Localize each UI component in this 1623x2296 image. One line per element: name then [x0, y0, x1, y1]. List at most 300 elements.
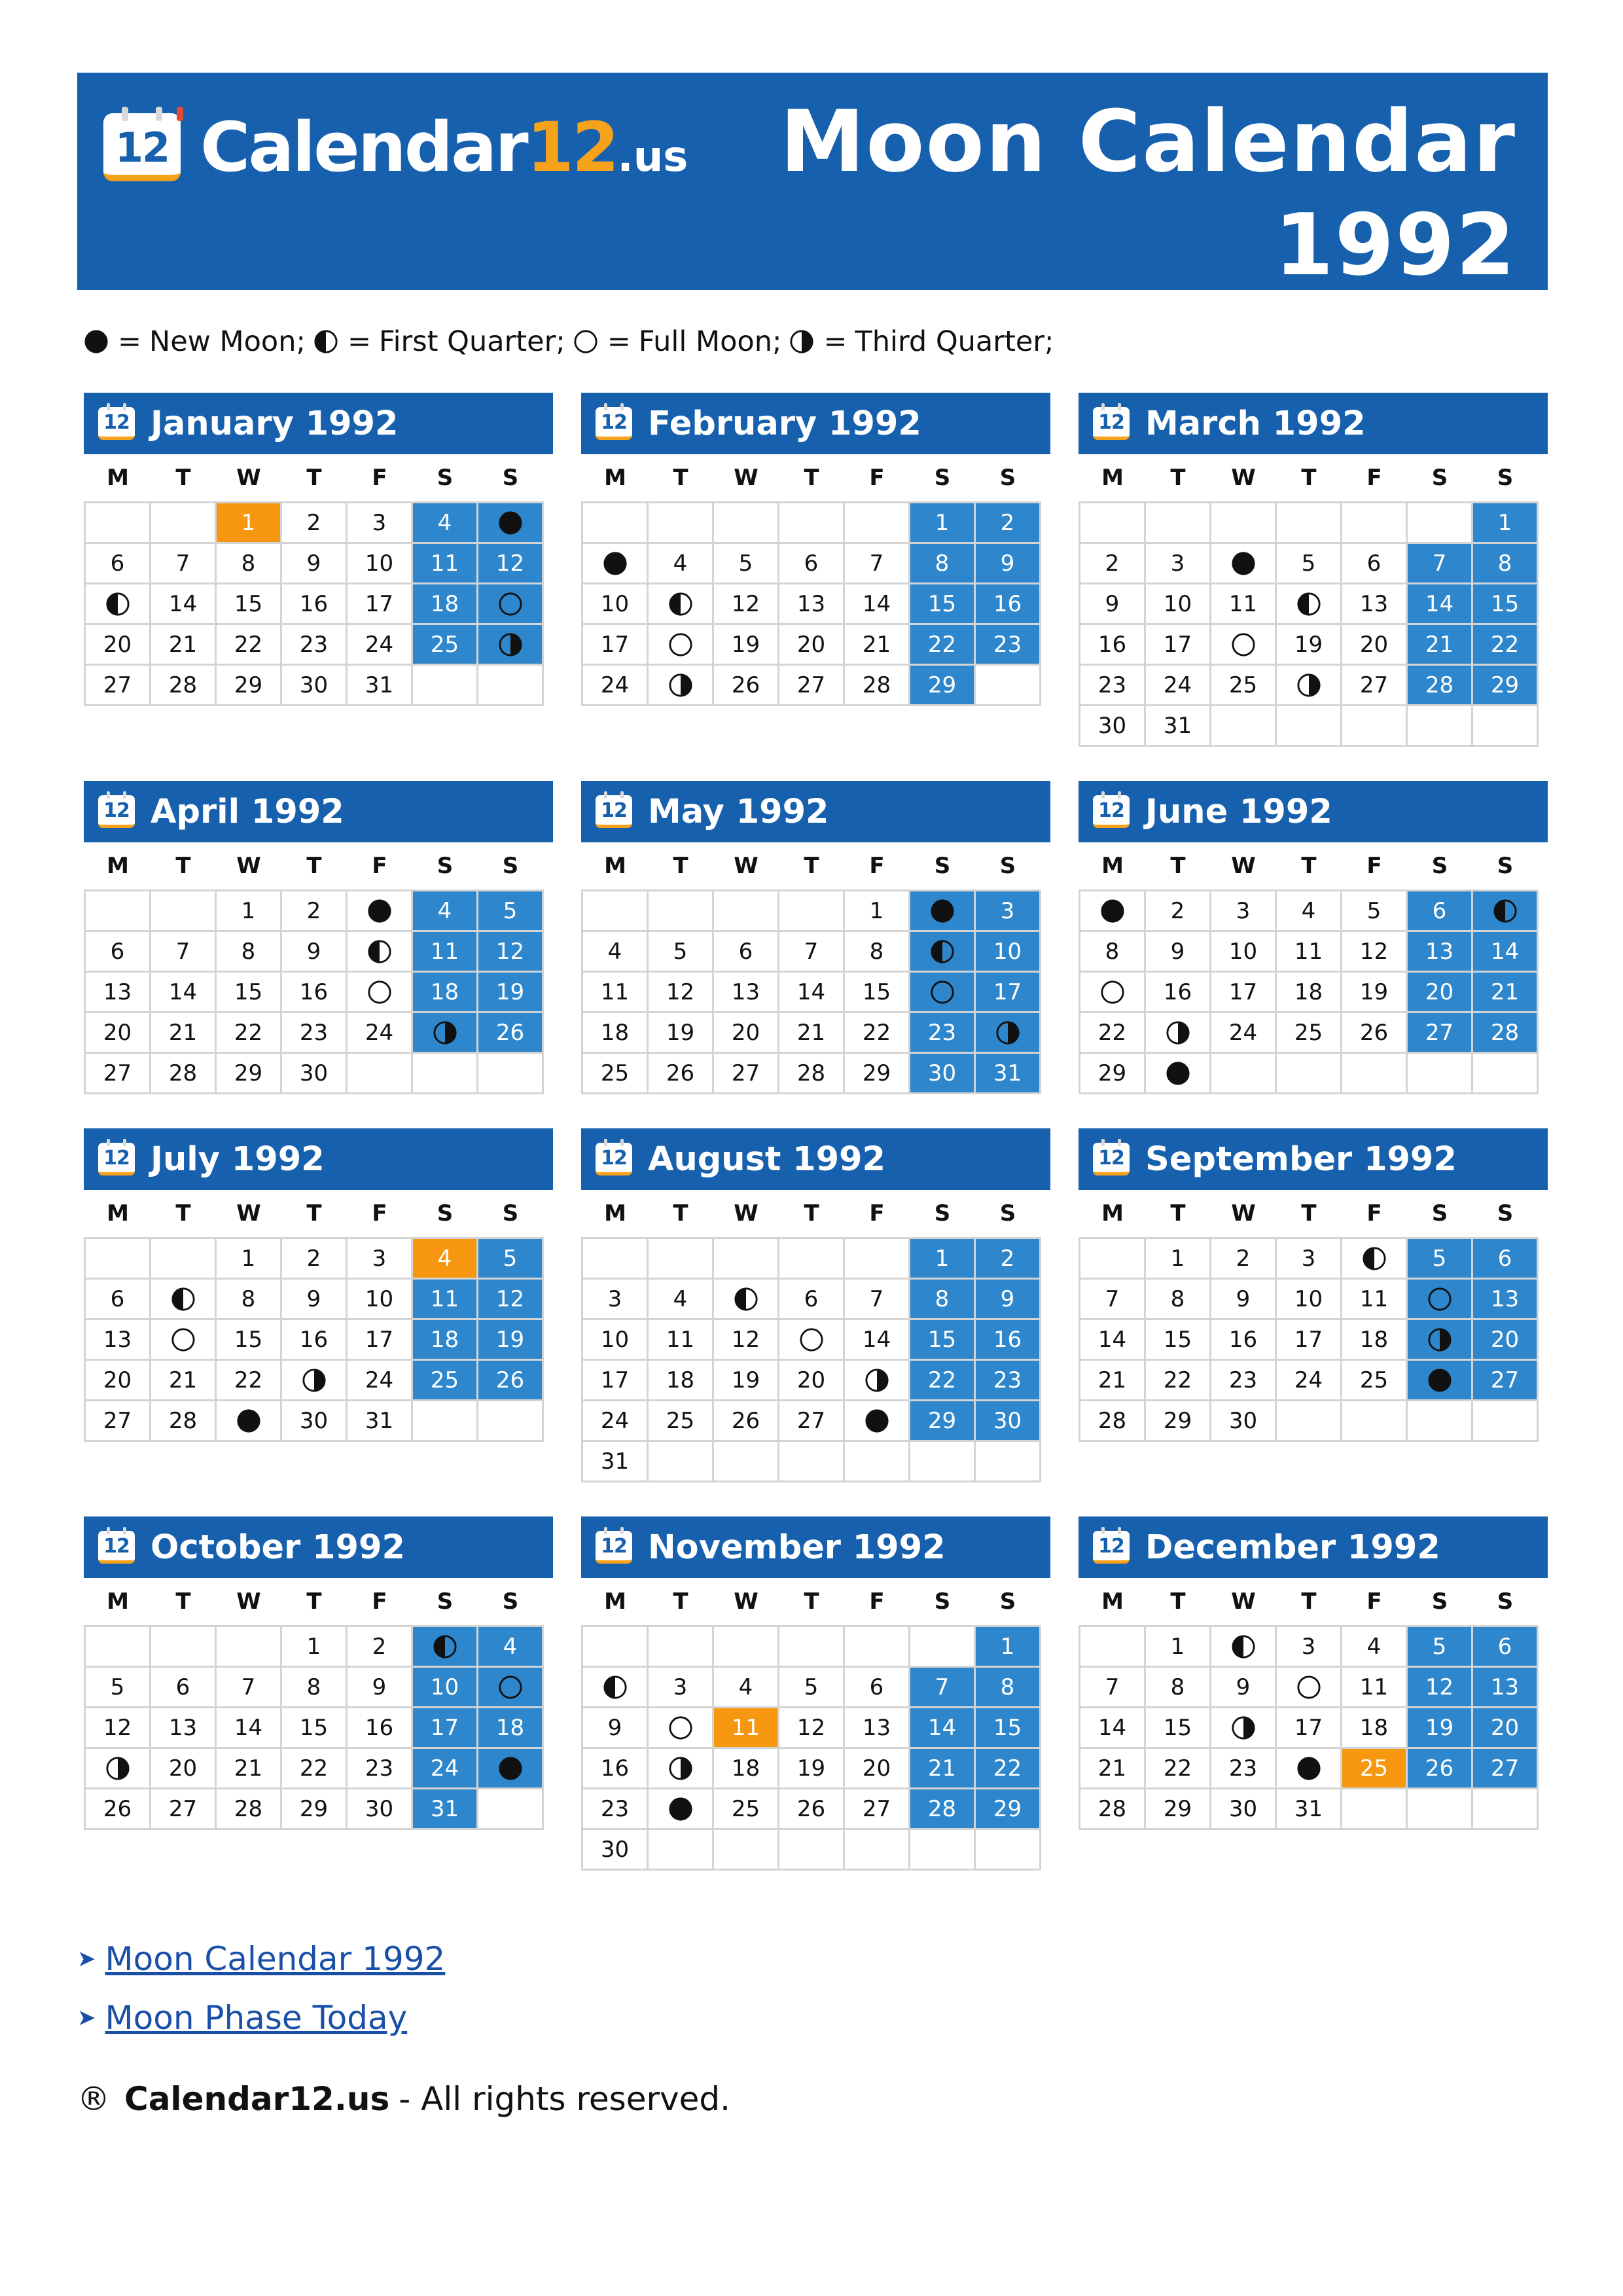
weekday-header	[582, 842, 1041, 889]
weekend-day: 24	[413, 1749, 478, 1789]
empty-day-cell	[714, 891, 779, 932]
moon-phase-day	[649, 1789, 714, 1830]
days-grid	[1079, 1625, 1539, 1830]
weekend-day: 29	[910, 1401, 976, 1442]
weekday-label: F	[869, 465, 885, 491]
day-cell: 5	[1277, 544, 1342, 584]
weekday-label: S	[1497, 1588, 1514, 1615]
empty-day-cell	[478, 1401, 544, 1442]
day-cell: 8	[282, 1668, 348, 1708]
weekend-day: 30	[976, 1401, 1041, 1442]
moon-phase-day	[1342, 1239, 1408, 1280]
month-calendar	[84, 393, 553, 706]
new-moon-icon	[367, 899, 392, 924]
day-cell: 27	[1342, 666, 1408, 706]
day-cell: 20	[86, 625, 151, 666]
weekday-label: S	[934, 853, 951, 879]
weekend-day: 14	[1408, 584, 1473, 625]
weekday-label: S	[934, 1200, 951, 1227]
weekday-label: F	[1366, 465, 1382, 491]
footer-text: - All rights reserved.	[399, 2080, 731, 2118]
day-cell: 6	[779, 544, 845, 584]
day-cell: 14	[845, 1320, 910, 1361]
third-quarter-icon	[498, 632, 523, 657]
calendar-icon-number: 12	[1098, 799, 1124, 822]
day-cell: 12	[714, 1320, 779, 1361]
empty-day-cell	[714, 503, 779, 544]
day-cell: 9	[1211, 1668, 1277, 1708]
moon-phase-day	[1277, 1749, 1342, 1789]
weekday-label: S	[999, 853, 1016, 879]
moon-phase-day	[714, 1280, 779, 1320]
legend-equals: =	[118, 325, 142, 358]
day-cell: 11	[583, 973, 649, 1013]
third-quarter-icon	[789, 329, 814, 354]
new-moon-icon	[668, 1797, 693, 1821]
full-moon-icon	[573, 329, 598, 354]
day-cell: 28	[1080, 1401, 1146, 1442]
days-grid	[581, 501, 1041, 706]
day-cell: 16	[1080, 625, 1146, 666]
empty-day-cell	[1473, 1401, 1539, 1442]
calendar-icon	[98, 407, 135, 440]
moon-phase-day	[413, 1627, 478, 1668]
first-quarter-icon	[734, 1287, 758, 1312]
full-moon-icon	[668, 632, 693, 657]
day-cell: 9	[1080, 584, 1146, 625]
weekday-label: T	[1170, 1588, 1186, 1615]
empty-day-cell	[714, 1239, 779, 1280]
weekday-label: W	[236, 853, 261, 879]
weekday-label: S	[1497, 465, 1514, 491]
day-cell: 23	[282, 625, 348, 666]
calendar-icon-number: 12	[601, 1535, 627, 1558]
weekend-day: 5	[1408, 1627, 1473, 1668]
empty-day-cell	[1277, 503, 1342, 544]
first-quarter-icon	[1231, 1634, 1256, 1659]
day-cell: 17	[348, 584, 413, 625]
moon-phase-legend	[84, 322, 1061, 361]
day-cell: 27	[86, 666, 151, 706]
moon-phase-day	[348, 973, 413, 1013]
day-cell: 17	[1211, 973, 1277, 1013]
day-cell: 10	[1277, 1280, 1342, 1320]
third-quarter-icon	[995, 1020, 1020, 1045]
third-quarter-icon	[433, 1020, 457, 1045]
empty-day-cell	[1342, 1789, 1408, 1830]
empty-day-cell	[1408, 503, 1473, 544]
moon-phase-day	[478, 625, 544, 666]
day-cell: 21	[151, 1361, 217, 1401]
moon-phase-day	[649, 666, 714, 706]
full-moon-icon	[668, 1715, 693, 1740]
empty-day-cell	[779, 1442, 845, 1482]
day-cell: 24	[1146, 666, 1211, 706]
empty-day-cell	[1146, 503, 1211, 544]
calendar-icon-number: 12	[103, 1535, 130, 1558]
day-cell: 15	[845, 973, 910, 1013]
weekday-header	[1080, 842, 1538, 889]
empty-day-cell	[779, 891, 845, 932]
month-calendar	[84, 1516, 553, 1830]
weekday-label: W	[236, 1200, 261, 1227]
day-cell: 24	[348, 1013, 413, 1054]
header-banner	[77, 73, 1548, 295]
weekend-day: 22	[910, 1361, 976, 1401]
weekday-label: F	[372, 853, 387, 879]
weekend-day: 19	[478, 973, 544, 1013]
weekday-label: S	[437, 465, 454, 491]
weekday-label: T	[1301, 853, 1317, 879]
calendar-icon	[1093, 1531, 1130, 1564]
empty-day-cell	[1080, 1239, 1146, 1280]
full-moon-icon	[498, 592, 523, 617]
day-cell: 31	[583, 1442, 649, 1482]
empty-day-cell	[1342, 503, 1408, 544]
day-cell: 5	[86, 1668, 151, 1708]
moon-phase-day	[217, 1401, 282, 1442]
day-cell: 5	[649, 932, 714, 973]
moon-phase-day	[649, 584, 714, 625]
weekend-day: 16	[976, 1320, 1041, 1361]
day-cell: 13	[1342, 584, 1408, 625]
month-calendar	[581, 1516, 1050, 1871]
calendar-icon-number: 12	[1098, 411, 1124, 434]
moon-phase-day	[1080, 891, 1146, 932]
empty-day-cell	[151, 891, 217, 932]
day-cell: 15	[217, 1320, 282, 1361]
moon-phase-day	[1146, 1054, 1211, 1094]
day-cell: 27	[845, 1789, 910, 1830]
weekday-label: W	[1231, 1200, 1256, 1227]
day-cell: 11	[1211, 584, 1277, 625]
weekend-day: 11	[413, 932, 478, 973]
moon-phase-day	[1277, 584, 1342, 625]
weekend-day: 5	[1408, 1239, 1473, 1280]
weekday-header	[582, 1578, 1041, 1625]
day-cell: 19	[714, 625, 779, 666]
weekend-day: 27	[1473, 1749, 1539, 1789]
days-grid	[581, 1237, 1041, 1482]
weekend-day: 17	[976, 973, 1041, 1013]
days-grid	[84, 501, 544, 706]
day-cell: 26	[779, 1789, 845, 1830]
day-cell: 26	[714, 1401, 779, 1442]
weekday-label: M	[107, 1200, 129, 1227]
empty-day-cell	[1277, 1401, 1342, 1442]
day-cell: 8	[217, 544, 282, 584]
weekend-day: 8	[910, 544, 976, 584]
moon-phase-day	[1277, 1668, 1342, 1708]
legend-item	[313, 325, 565, 358]
first-quarter-icon	[1362, 1246, 1387, 1271]
empty-day-cell	[779, 1830, 845, 1871]
day-cell: 1	[1146, 1627, 1211, 1668]
empty-day-cell	[478, 1789, 544, 1830]
day-cell: 20	[779, 1361, 845, 1401]
day-cell: 3	[348, 1239, 413, 1280]
weekend-day: 6	[1408, 891, 1473, 932]
day-cell: 25	[649, 1401, 714, 1442]
day-cell: 27	[779, 1401, 845, 1442]
holiday-day: 11	[714, 1708, 779, 1749]
weekend-day: 27	[1473, 1361, 1539, 1401]
weekday-label: T	[673, 1588, 688, 1615]
day-cell: 23	[1211, 1749, 1277, 1789]
day-cell: 30	[1211, 1789, 1277, 1830]
weekday-label: M	[604, 853, 626, 879]
weekend-day: 15	[976, 1708, 1041, 1749]
days-grid	[581, 1625, 1041, 1871]
weekday-label: S	[999, 1588, 1016, 1615]
empty-day-cell	[1080, 503, 1146, 544]
moon-phase-day	[649, 1749, 714, 1789]
day-cell: 21	[1080, 1749, 1146, 1789]
legend-item	[789, 325, 1054, 358]
day-cell: 6	[779, 1280, 845, 1320]
day-cell: 8	[1146, 1668, 1211, 1708]
weekday-label: S	[934, 1588, 951, 1615]
day-cell: 7	[845, 1280, 910, 1320]
weekend-day: 18	[413, 973, 478, 1013]
moon-phase-day	[1211, 1708, 1277, 1749]
weekend-day: 16	[976, 584, 1041, 625]
weekday-label: S	[1431, 853, 1448, 879]
weekend-day: 7	[1408, 544, 1473, 584]
day-cell: 18	[1342, 1320, 1408, 1361]
legend-label: First Quarter;	[378, 325, 565, 358]
day-cell: 3	[583, 1280, 649, 1320]
day-cell: 28	[1080, 1789, 1146, 1830]
day-cell: 21	[217, 1749, 282, 1789]
month-title: March 1992	[1145, 404, 1366, 443]
weekend-day: 21	[1408, 625, 1473, 666]
day-cell: 6	[845, 1668, 910, 1708]
first-quarter-icon	[930, 939, 955, 964]
day-cell: 19	[649, 1013, 714, 1054]
weekend-day: 8	[1473, 544, 1539, 584]
empty-day-cell	[1473, 706, 1539, 747]
day-cell: 10	[348, 1280, 413, 1320]
day-cell: 30	[1080, 706, 1146, 747]
day-cell: 22	[1080, 1013, 1146, 1054]
day-cell: 1	[1146, 1239, 1211, 1280]
moon-phase-day	[86, 1749, 151, 1789]
weekday-label: S	[1497, 1200, 1514, 1227]
day-cell: 21	[151, 625, 217, 666]
day-cell: 20	[779, 625, 845, 666]
weekend-day: 12	[478, 932, 544, 973]
weekday-label: T	[1301, 1200, 1317, 1227]
day-cell: 10	[1211, 932, 1277, 973]
day-cell: 12	[86, 1708, 151, 1749]
day-cell: 22	[217, 625, 282, 666]
weekend-day: 4	[413, 891, 478, 932]
day-cell: 4	[714, 1668, 779, 1708]
weekday-label: T	[306, 1200, 322, 1227]
days-grid	[84, 1237, 544, 1442]
weekday-header	[1080, 1578, 1538, 1625]
day-cell: 25	[714, 1789, 779, 1830]
day-cell: 22	[282, 1749, 348, 1789]
weekend-day: 28	[1473, 1013, 1539, 1054]
empty-day-cell	[151, 503, 217, 544]
site-logo[interactable]	[103, 107, 688, 187]
footer-brand: Calendar12.us	[124, 2080, 390, 2118]
day-cell: 23	[1080, 666, 1146, 706]
weekday-label: W	[1231, 465, 1256, 491]
third-quarter-icon	[105, 1756, 130, 1781]
weekend-day: 12	[478, 544, 544, 584]
calendar-icon-number: 12	[601, 1147, 627, 1170]
day-cell: 7	[151, 932, 217, 973]
day-cell: 26	[714, 666, 779, 706]
month-calendar	[1079, 781, 1548, 1094]
empty-day-cell	[583, 891, 649, 932]
empty-day-cell	[1473, 1789, 1539, 1830]
empty-day-cell	[86, 891, 151, 932]
moon-phase-day	[86, 584, 151, 625]
weekend-day: 31	[976, 1054, 1041, 1094]
weekday-label: F	[1366, 1588, 1382, 1615]
weekend-day: 22	[910, 625, 976, 666]
third-quarter-icon	[302, 1368, 327, 1393]
weekday-label: W	[734, 1200, 758, 1227]
logo-icon-number: 12	[115, 124, 169, 171]
weekday-label: M	[107, 465, 129, 491]
day-cell: 17	[583, 625, 649, 666]
month-title: December 1992	[1145, 1528, 1440, 1567]
day-cell: 17	[1277, 1708, 1342, 1749]
day-cell: 20	[151, 1749, 217, 1789]
link-moon-calendar[interactable]	[77, 1936, 445, 1982]
weekday-label: S	[502, 853, 519, 879]
day-cell: 4	[583, 932, 649, 973]
new-moon-icon	[84, 329, 109, 354]
day-cell: 27	[151, 1789, 217, 1830]
empty-day-cell	[413, 1054, 478, 1094]
weekday-label: M	[1101, 465, 1124, 491]
weekend-day: 23	[976, 625, 1041, 666]
day-cell: 22	[1146, 1749, 1211, 1789]
weekend-day: 5	[478, 891, 544, 932]
day-cell: 3	[1211, 891, 1277, 932]
empty-day-cell	[1277, 1054, 1342, 1094]
month-header	[581, 393, 1050, 454]
month-header	[1079, 1128, 1548, 1190]
weekend-day: 18	[478, 1708, 544, 1749]
day-cell: 13	[779, 584, 845, 625]
weekday-label: F	[869, 1200, 885, 1227]
empty-day-cell	[413, 1401, 478, 1442]
empty-day-cell	[845, 1627, 910, 1668]
day-cell: 12	[649, 973, 714, 1013]
calendar-icon	[103, 113, 181, 181]
day-cell: 21	[779, 1013, 845, 1054]
weekend-day: 18	[413, 1320, 478, 1361]
weekend-day: 2	[976, 1239, 1041, 1280]
day-cell: 9	[282, 1280, 348, 1320]
new-moon-icon	[1100, 899, 1125, 924]
day-cell: 1	[282, 1627, 348, 1668]
moon-phase-day	[1277, 666, 1342, 706]
weekend-day: 22	[1473, 625, 1539, 666]
day-cell: 20	[86, 1361, 151, 1401]
day-cell: 11	[1342, 1280, 1408, 1320]
link-moon-phase-today-text[interactable]: Moon Phase Today	[105, 1999, 408, 2037]
day-cell: 20	[1342, 625, 1408, 666]
day-cell: 23	[1211, 1361, 1277, 1401]
day-cell: 31	[1146, 706, 1211, 747]
weekday-label: F	[1366, 1200, 1382, 1227]
moon-phase-day	[478, 584, 544, 625]
month-title: May 1992	[648, 792, 829, 831]
day-cell: 1	[217, 1239, 282, 1280]
empty-day-cell	[1211, 706, 1277, 747]
weekend-day: 1	[1473, 503, 1539, 544]
empty-day-cell	[583, 1627, 649, 1668]
day-cell: 29	[217, 666, 282, 706]
calendar-icon	[596, 795, 632, 828]
moon-phase-day	[1211, 625, 1277, 666]
first-quarter-icon	[1493, 899, 1518, 924]
day-cell: 9	[282, 544, 348, 584]
month-header	[84, 781, 553, 842]
weekday-label: S	[1431, 1200, 1448, 1227]
day-cell: 2	[1080, 544, 1146, 584]
weekday-label: F	[372, 1588, 387, 1615]
day-cell: 28	[779, 1054, 845, 1094]
day-cell: 5	[779, 1668, 845, 1708]
link-moon-calendar-text[interactable]: Moon Calendar 1992	[105, 1940, 446, 1978]
moon-phase-day	[151, 1320, 217, 1361]
weekday-header	[85, 1190, 543, 1237]
weekday-label: F	[1366, 853, 1382, 879]
day-cell: 14	[1080, 1320, 1146, 1361]
day-cell: 14	[845, 584, 910, 625]
calendar-icon	[596, 1143, 632, 1175]
day-cell: 30	[348, 1789, 413, 1830]
weekday-label: S	[502, 1588, 519, 1615]
day-cell: 24	[1277, 1361, 1342, 1401]
weekday-label: T	[804, 1588, 819, 1615]
day-cell: 13	[86, 973, 151, 1013]
day-cell: 20	[714, 1013, 779, 1054]
day-cell: 24	[583, 666, 649, 706]
moon-phase-day	[1211, 1627, 1277, 1668]
day-cell: 30	[282, 1401, 348, 1442]
moon-phase-day	[910, 932, 976, 973]
weekend-day: 15	[1473, 584, 1539, 625]
month-header	[1079, 781, 1548, 842]
weekend-day: 27	[1408, 1013, 1473, 1054]
day-cell: 17	[348, 1320, 413, 1361]
month-title: April 1992	[151, 792, 344, 831]
moon-phase-day	[1408, 1320, 1473, 1361]
weekday-header	[85, 454, 543, 501]
day-cell: 5	[714, 544, 779, 584]
link-moon-phase-today[interactable]	[77, 1995, 407, 2041]
day-cell: 21	[151, 1013, 217, 1054]
weekday-label: T	[1301, 465, 1317, 491]
day-cell: 29	[1080, 1054, 1146, 1094]
day-cell: 28	[845, 666, 910, 706]
day-cell: 6	[86, 544, 151, 584]
weekend-day: 19	[1408, 1708, 1473, 1749]
empty-day-cell	[649, 1627, 714, 1668]
weekend-day: 14	[910, 1708, 976, 1749]
calendar-icon-number: 12	[103, 411, 130, 434]
